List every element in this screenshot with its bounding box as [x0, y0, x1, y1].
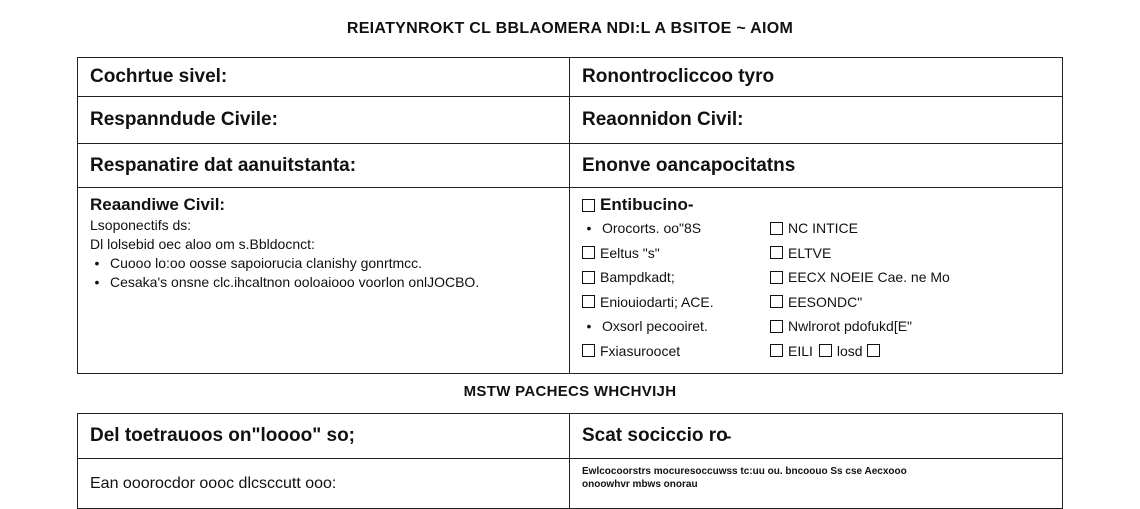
option-left — [582, 220, 770, 236]
civil-detail-bullet1 — [90, 254, 557, 273]
option-left-label: Oxsorl pecooiret. — [602, 318, 708, 335]
lower-row2-right-cell — [570, 459, 1063, 509]
option-checkbox[interactable] — [582, 271, 595, 284]
civil-detail-heading: Reaandiwe Civil: — [90, 195, 226, 214]
option-left-label: Eeltus "s" — [600, 244, 660, 261]
document-title: REIATYNROKT CL BBLAOMERA NDI:L A BSITOE ~ AIOM — [346, 20, 794, 37]
option-right-checkbox[interactable] — [770, 320, 783, 333]
option-left — [582, 269, 770, 285]
lower-row1-right-label: Scat sociccio ro̵ — [570, 414, 1063, 459]
bullet-icon: • — [94, 274, 100, 290]
option-checkbox[interactable] — [582, 344, 595, 357]
main-form-table — [77, 57, 1063, 374]
option-extra-label: losd — [836, 342, 863, 359]
options-heading: Entibucino- — [600, 195, 694, 214]
option-checkbox[interactable] — [582, 246, 595, 259]
bullet-icon: • — [94, 255, 100, 271]
row2-right-label: Reaonnidon Civil: — [570, 97, 1063, 144]
option-right-checkbox[interactable] — [770, 271, 783, 284]
option-row — [582, 216, 1050, 241]
option-right-checkbox[interactable] — [770, 344, 783, 357]
option-right-label: EECX NOEIE Cae. ne Mo — [788, 269, 950, 286]
option-right — [770, 269, 950, 285]
option-right-label: EILI — [788, 342, 813, 359]
options-list — [582, 216, 1050, 363]
option-right — [770, 318, 912, 334]
bullet-icon: • — [586, 318, 592, 335]
option-extra-checkbox-2[interactable] — [867, 344, 880, 357]
lower-row2-right-line2: onoowhvr mbws onorau — [582, 479, 698, 490]
section-subtitle: MSTW PACHECS WHCHVIJH — [463, 383, 677, 400]
civil-detail-cell — [78, 188, 570, 374]
option-row — [582, 241, 1050, 266]
option-right-checkbox[interactable] — [770, 222, 783, 235]
bullet-icon: • — [586, 220, 592, 237]
option-right — [770, 343, 885, 359]
options-heading-row — [582, 194, 1050, 216]
option-right-label: EESONDC" — [788, 293, 863, 310]
lower-row1-left-label: Del toetrauoos on"loooo" so; — [78, 414, 570, 459]
option-row — [582, 314, 1050, 339]
row3-right-label: Enonve oancapocitatns — [570, 144, 1063, 188]
options-cell — [570, 188, 1063, 374]
option-right — [770, 220, 858, 236]
civil-detail-line1: Lsoponectifs ds: — [90, 217, 192, 233]
option-left-label: Bampdkadt; — [600, 269, 675, 286]
option-row — [582, 265, 1050, 290]
option-left-label: Fxiasuroocet — [600, 342, 681, 359]
civil-detail-bullet2-text: Cesaka's onsne clc.ihcaltnon ooloaiooo voorlon onlJOCBO. — [110, 274, 480, 290]
option-left-label: Orocorts. oo"8S — [602, 220, 702, 237]
row1-right-label: Ronontrocliccoo tyro — [570, 58, 1063, 97]
option-right-label: Nwlrorot pdofukd[E" — [788, 318, 913, 335]
lower-row2-left-label: Ean ooorocdor oooc dlcsccutt ooo: — [78, 459, 570, 509]
option-right-label: ELTVE — [788, 244, 832, 261]
option-left — [582, 294, 770, 310]
option-left — [582, 343, 770, 359]
option-left — [582, 318, 770, 334]
civil-detail-bullet2 — [90, 273, 557, 292]
row1-left-label: Cochrtue sivel: — [78, 58, 570, 97]
lower-row2-right-line1: Ewlcocoorstrs mocuresoccuwss tc:uu ou. bncoouo Ss cse Aecxooo — [582, 466, 907, 477]
option-left-label: Eniouiodarti; ACE. — [600, 293, 714, 310]
option-row — [582, 339, 1050, 364]
civil-detail-line2: Dl lolsebid oec aloo om s.Bbldocnct: — [90, 236, 315, 252]
civil-detail-bullet1-text: Cuooo lo:oo oosse sapoiorucia clanishy gonrtmcc. — [110, 255, 423, 271]
option-row — [582, 290, 1050, 315]
option-right — [770, 245, 831, 261]
lower-form-table — [77, 413, 1063, 509]
option-right — [770, 294, 862, 310]
option-checkbox[interactable] — [582, 295, 595, 308]
option-extra-checkbox[interactable] — [819, 344, 832, 357]
row2-left-label: Respanndude Civile: — [78, 97, 570, 144]
option-right-checkbox[interactable] — [770, 246, 783, 259]
option-right-checkbox[interactable] — [770, 295, 783, 308]
options-heading-checkbox[interactable] — [582, 199, 595, 212]
option-left — [582, 245, 770, 261]
option-right-label: NC INTICE — [788, 220, 858, 237]
row3-left-label: Respanatire dat aanuitstanta: — [78, 144, 570, 188]
